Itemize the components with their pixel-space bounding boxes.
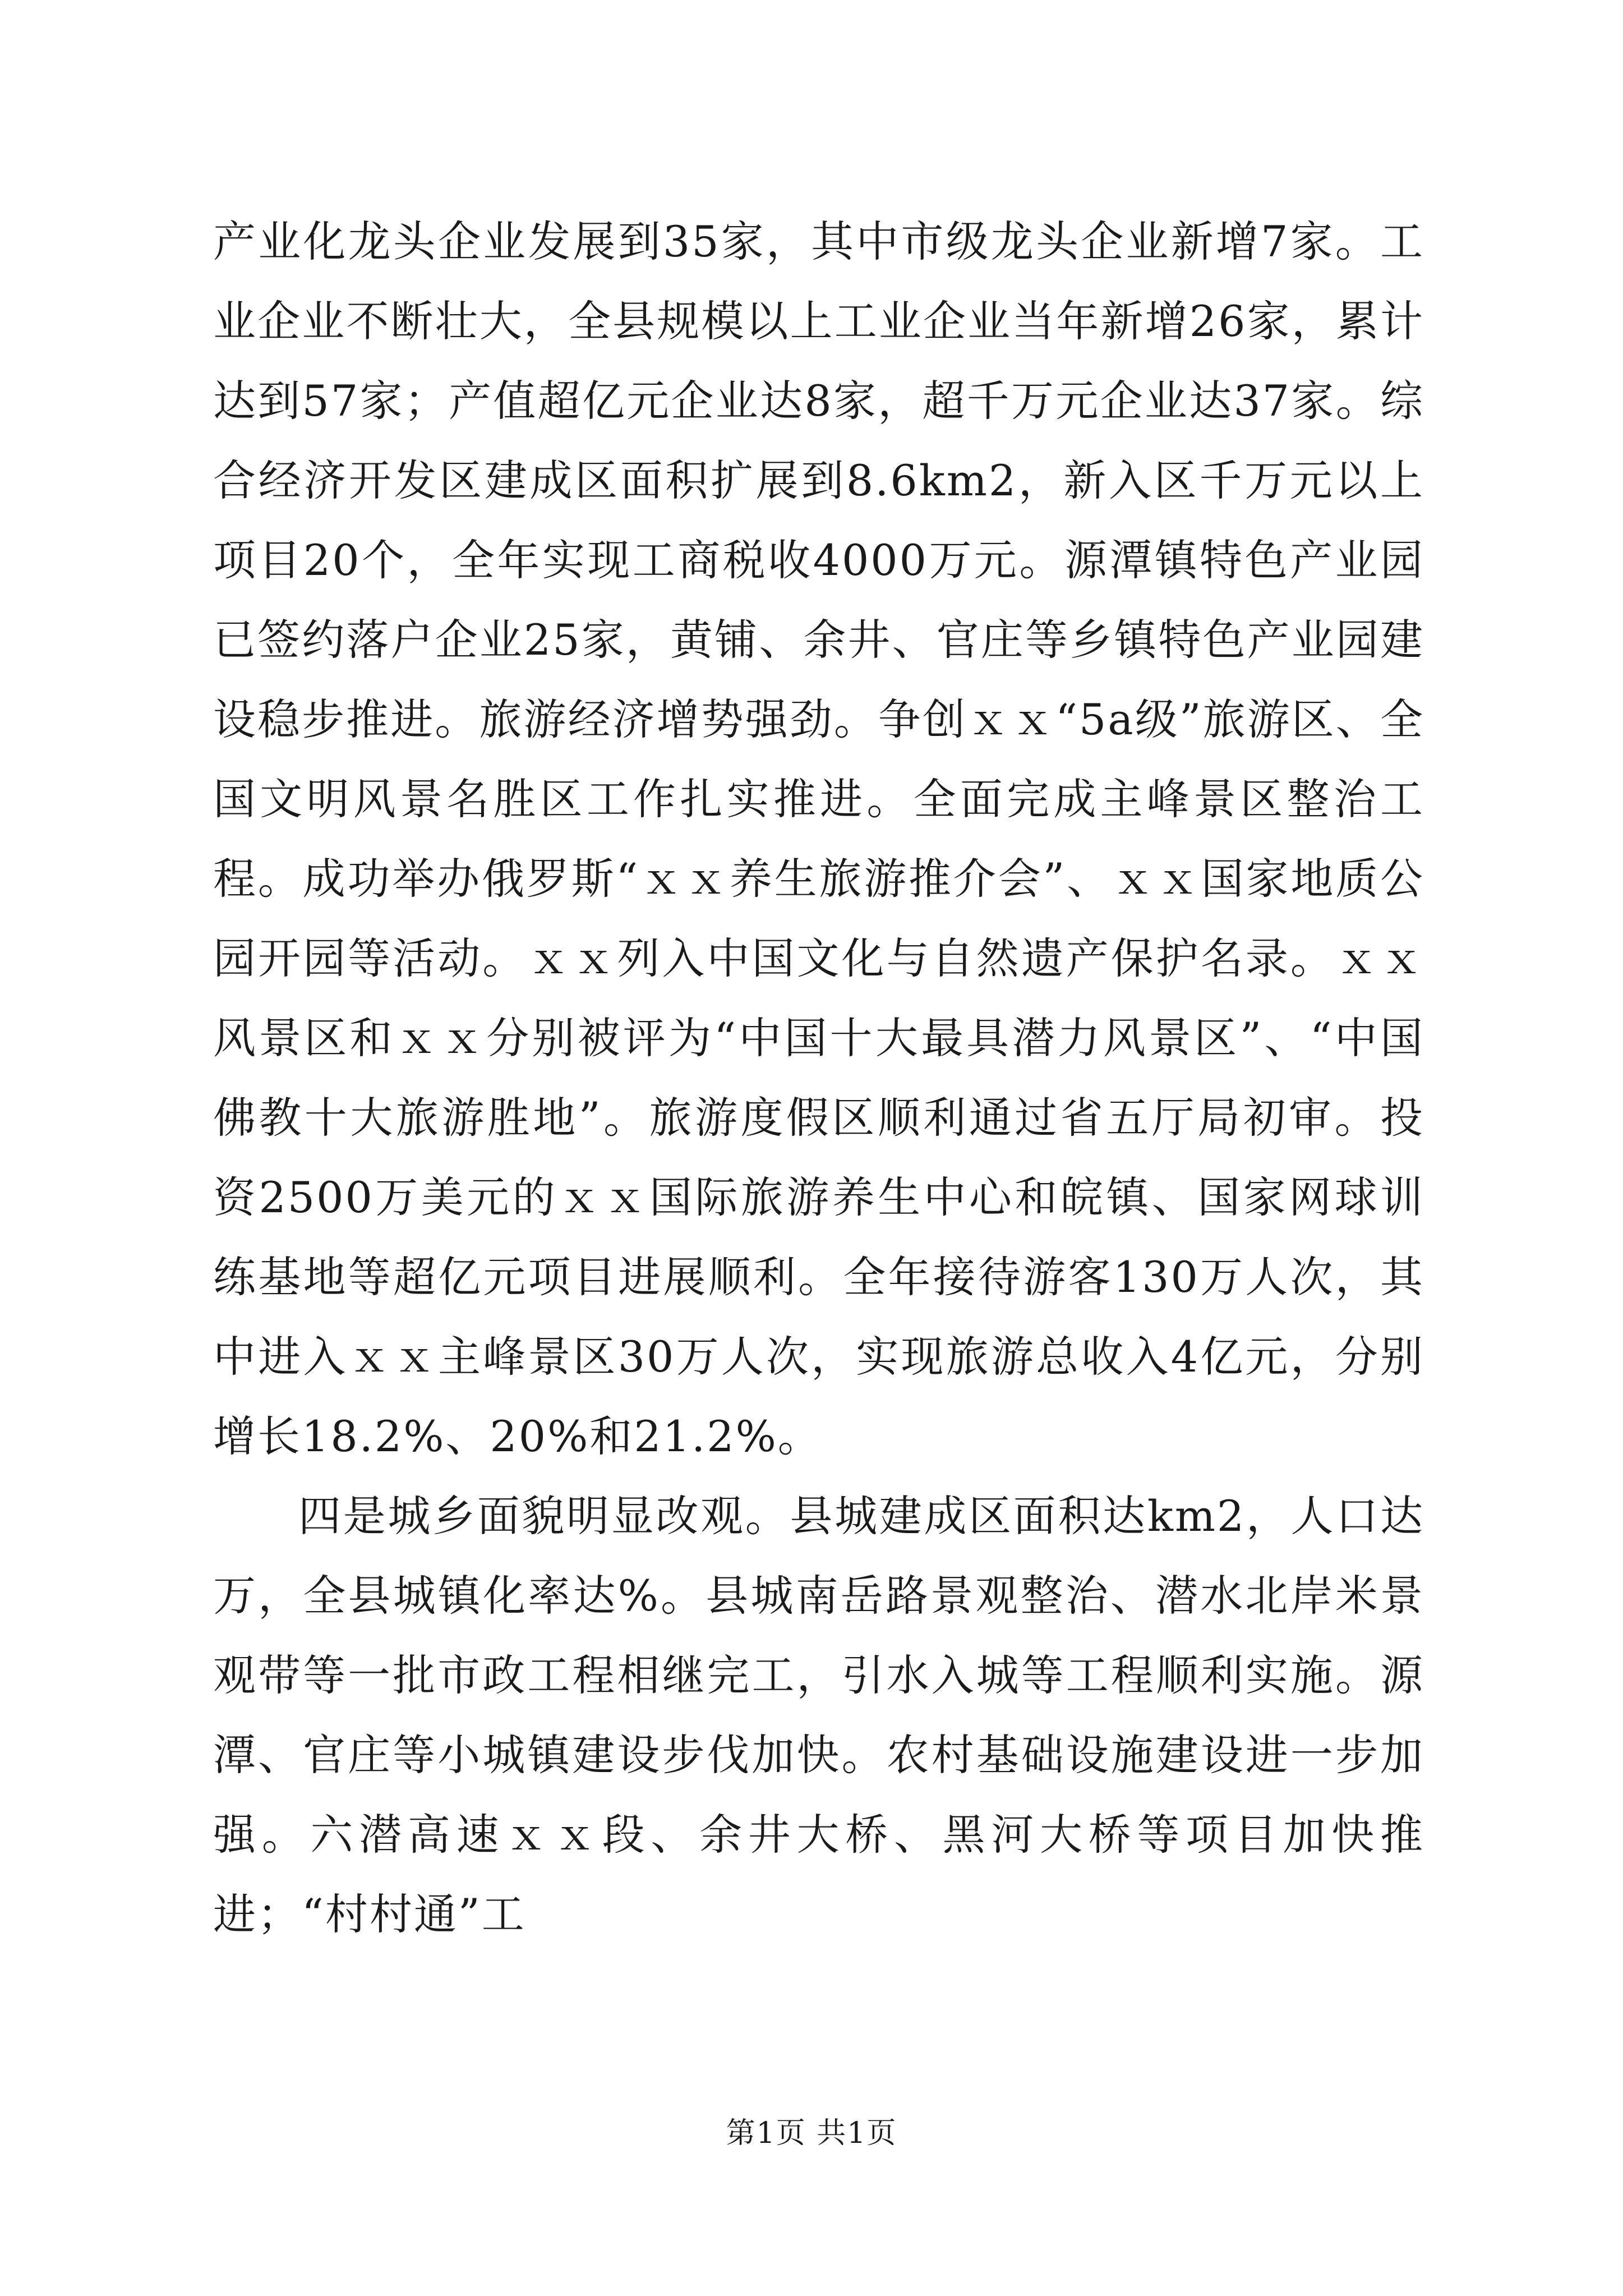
page-footer: 第1页 共1页	[726, 2116, 897, 2150]
document-body	[213, 202, 1424, 1954]
paragraph-2: 四是城乡面貌明显改观。县城建成区面积达km2，人口达万，全县城镇化率达%。县城南岳路景观整治、潜水北岸米景观带等一批市政工程相继完工，引水入城等工程顺利实施。源潭、官庄等小城镇建设步伐加快。农村基础设施建设进一步加强。六潜高速ｘｘ段、余井大桥、黑河大桥等项目加快推进；“村村通”工	[213, 1491, 1424, 1939]
paragraph-1: 产业化龙头企业发展到35家，其中市级龙头企业新增7家。工业企业不断壮大，全县规模以上工业企业当年新增26家，累计达到57家；产值超亿元企业达8家，超千万元企业达37家。综合经济开发区建成区面积扩展到8.6km2，新入区千万元以上项目20个，全年实现工商税收4000万元。源潭镇特色产业园已签约落户企业25家，黄铺、余井、官庄等乡镇特色产业园建设稳步推进。旅游经济增势强劲。争创ｘｘ“5a级”旅游区、全国文明风景名胜区工作扎实推进。全面完成主峰景区整治工程。成功举办俄罗斯“ｘｘ养生旅游推介会”、ｘｘ国家地质公园开园等活动。ｘｘ列入中国文化与自然遗产保护名录。ｘｘ风景区和ｘｘ分别被评为“中国十大最具潜力风景区”、“中国佛教十大旅游胜地”。旅游度假区顺利通过省五厅局初审。投资2500万美元的ｘｘ国际旅游养生中心和皖镇、国家网球训练基地等超亿元项目进展顺利。全年接待游客130万人次，其中进入ｘｘ主峰景区30万人次，实现旅游总收入4亿元，分别增长18.2%、20%和21.2%。	[213, 217, 1424, 1461]
